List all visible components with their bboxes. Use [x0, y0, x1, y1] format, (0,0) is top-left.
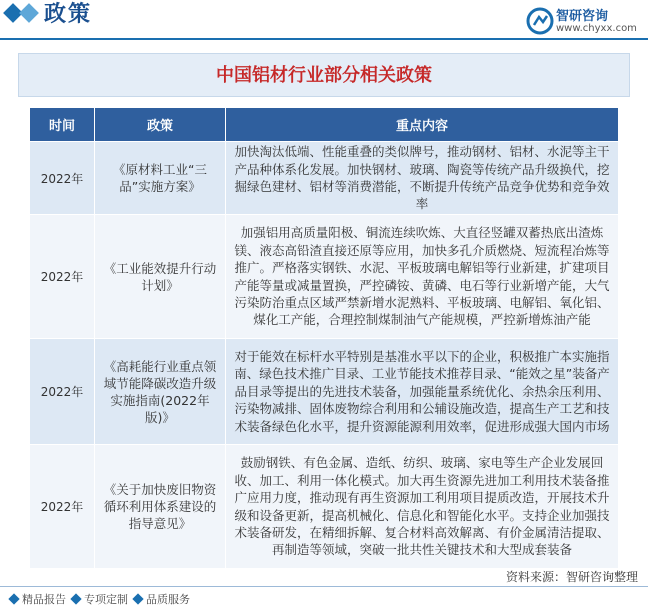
row-content: 加快淘汰低端、性能重叠的类似牌号，推动钢材、铝材、水泥等主干产品种体系化发展。加快钢材、玻璃、陶瓷等传统产品升级换代，挖掘绿色建材、铝材等消费潜能，不断提升传统产品竞争优势和竞争效率: [226, 142, 618, 214]
row-year: 2022年: [30, 142, 95, 214]
diamond-icon: [8, 593, 19, 604]
footer-item: [10, 591, 66, 607]
table-row: [30, 444, 618, 568]
brand-name: 智研咨询: [556, 9, 609, 24]
row-year: 2022年: [30, 445, 95, 568]
footer-item-label: 精品报告: [22, 593, 66, 606]
page-title: 中国铝材行业部分相关政策: [216, 65, 432, 86]
brand: [526, 5, 636, 39]
row-policy: 《高耗能行业重点领域节能降碳改造升级实施指南(2022年版)》: [95, 339, 226, 444]
brand-logo-icon: [526, 7, 554, 35]
table-row: [30, 141, 618, 214]
row-content: 对于能效在标杆水平特别是基准水平以下的企业，积极推广本实施指南、绿色技术推广目录、工业节能技术推荐目录、“能效之星”装备产品目录等提出的先进技术装备，加强能量系统优化、余热余压利用、污染物减排、固体废物综合利用和公辅设施改造，提高生产工艺和技术装备绿色化水平，提升资源能源利用效率，促进形成强大国内市场: [226, 339, 618, 444]
row-content: 加强铝用高质量阳极、铜流连续吹炼、大直径竖罐双蓄热底出渣炼镁、液态高铅渣直接还原等应用，加快多孔介质燃烧、短流程冶炼等推广。严格落实钢铁、水泥、平板玻璃电解铝等行业新建，扩建项目产能等量或减量置换，严控磷铵、黄磷、电石等行业新增产能，大气污染防治重点区域严禁新增水泥熟料、平板玻璃、电解铝、氧化铝、煤化工产能，合理控制煤制油气产能规模，严控新增炼油产能: [226, 215, 618, 338]
row-policy: 《工业能效提升行动计划》: [95, 215, 226, 338]
row-content: 鼓励钢铁、有色金属、造纸、纺织、玻璃、家电等生产企业发展回收、加工、利用一体化模式。加大再生资源先进加工利用技术装备推广应用力度，推动现有再生资源加工利用项目提质改造，开展技术升级和设备更新，提高机械化、信息化和智能化水平。支持企业加强技术装备研发，在精细拆解、复合材料高效解离、有价金属清洁提取、再制造等领域，突破一批共性关键技术和大型成套装备: [226, 445, 618, 568]
footer-item-label: 专项定制: [84, 593, 128, 606]
row-year: 2022年: [30, 215, 95, 338]
column-header-content: 重点内容: [395, 119, 448, 134]
main-title-box: [18, 53, 630, 97]
row-year: 2022年: [30, 339, 95, 444]
table-header: [30, 108, 618, 141]
top-bar: [0, 0, 648, 40]
brand-url: www.chyxx.com: [556, 23, 637, 34]
policy-table: [30, 108, 618, 568]
diamond-icon: [132, 593, 143, 604]
footer-item: [134, 591, 190, 607]
row-policy: 《原材料工业“三品”实施方案》: [95, 142, 226, 214]
table-row: [30, 338, 618, 444]
header-divider: [0, 38, 648, 40]
source-note: 资料来源：智研咨询整理: [505, 570, 638, 584]
footer-item: [72, 591, 128, 607]
diamond-icon: [70, 593, 81, 604]
diamond-icon: [19, 3, 39, 23]
row-policy: 《关于加快废旧物资循环利用体系建设的指导意见》: [95, 445, 226, 568]
footer: [0, 588, 648, 609]
footer-item-label: 品质服务: [146, 593, 190, 606]
footer-divider: [0, 586, 648, 587]
section-title: 政策: [44, 2, 93, 27]
column-header-policy: 政策: [95, 108, 226, 141]
column-header-time: 时间: [30, 108, 95, 141]
table-row: [30, 214, 618, 338]
